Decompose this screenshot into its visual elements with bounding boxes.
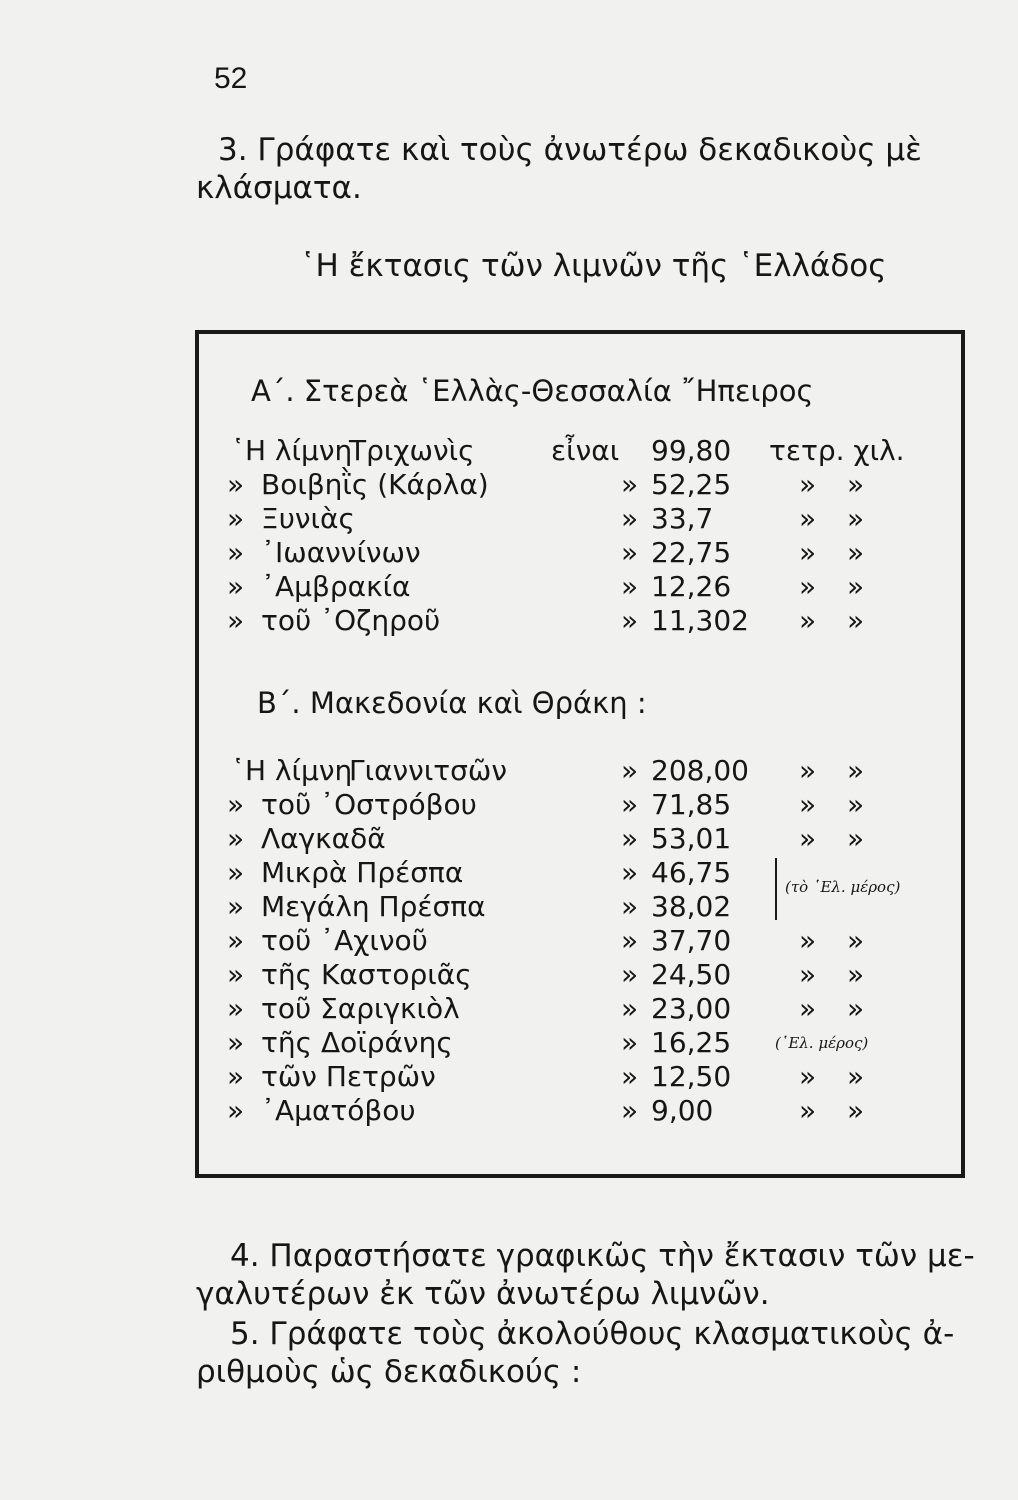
ditto-mark: » [847,924,865,957]
exercise-5-line-2: ριθμοὺς ὡς δεκαδικούς : [196,1354,582,1390]
lake-name: Γιαννιτσῶν [349,754,507,787]
ditto-mark: » [621,924,639,957]
lake-area: 11,302 [651,604,749,637]
row-prefix: » [227,570,245,603]
page-number: 52 [214,62,248,95]
exercise-4-line-2: γαλυτέρων ἐκ τῶν ἀνωτέρω λιμνῶν. [196,1276,770,1312]
lake-name: ᾿Αματόβου [261,1094,416,1127]
ditto-mark: » [799,754,817,787]
lake-name: τοῦ Σαριγκιὸλ [261,992,460,1025]
table-row [199,992,959,1026]
row-prefix: » [227,958,245,991]
exercise-3-line-1: 3. Γράφατε καὶ τοὺς ἀνωτέρω δεκαδικοὺς μὲ [218,132,922,168]
ditto-mark: » [799,822,817,855]
table-title: ῾Η ἔκτασις τῶν λιμνῶν τῆς ῾Ελλάδος [300,248,887,284]
exercise-4-line-1: 4. Παραστήσατε γραφικῶς τὴν ἔκτασιν τῶν με- [230,1238,975,1274]
lake-area: 53,01 [651,822,732,855]
row-prefix: » [227,1026,245,1059]
lake-name: Βοιβηῒς (Κάρλα) [261,468,489,501]
ditto-mark: » [621,570,639,603]
lake-name: τῆς Δοϊράνης [261,1026,453,1059]
ditto-mark: » [621,604,639,637]
table-row [199,502,959,536]
ditto-mark: » [799,536,817,569]
ditto-mark: » [799,468,817,501]
ditto-mark: » [847,1094,865,1127]
ditto-mark: » [799,1094,817,1127]
table-row [199,604,959,638]
area-unit: τετρ. χιλ. [769,434,905,467]
ditto-mark: » [847,536,865,569]
ditto-mark: » [799,502,817,535]
lakes-table-frame [195,330,965,1178]
row-prefix: ῾Η λίμνη [231,754,353,787]
row-prefix: » [227,788,245,821]
lake-name: Ξυνιὰς [261,502,355,535]
lake-name: ᾿Αμβρακία [261,570,411,603]
lake-area: 22,75 [651,536,732,569]
ditto-mark: » [847,754,865,787]
ditto-mark: » [799,924,817,957]
ditto-mark: » [847,502,865,535]
lake-area: 99,80 [651,434,732,467]
ditto-mark: » [621,822,639,855]
ditto-mark: » [847,958,865,991]
lake-area: 38,02 [651,890,732,923]
section-b-heading: Β΄. Μακεδονία καὶ Θράκη : [257,686,647,720]
table-row [199,468,959,502]
ditto-mark: » [847,822,865,855]
lake-name: ᾿Ιωαννίνων [261,536,421,569]
lake-area: 71,85 [651,788,732,821]
ditto-mark: » [847,604,865,637]
ditto-mark: » [621,468,639,501]
ditto-mark: » [621,890,639,923]
ditto-mark: » [621,1060,639,1093]
table-row [199,754,959,788]
ditto-mark: » [799,992,817,1025]
ditto-mark: » [621,856,639,889]
row-prefix: » [227,502,245,535]
lake-area: 37,70 [651,924,732,957]
exercise-3-line-2: κλάσματα. [196,170,362,206]
row-prefix: » [227,536,245,569]
ditto-mark: » [847,788,865,821]
table-row [199,822,959,856]
lake-area: 12,26 [651,570,732,603]
table-row [199,1026,959,1060]
table-row [199,788,959,822]
row-prefix: » [227,1094,245,1127]
exercise-5-line-1: 5. Γράφατε τοὺς ἀκολούθους κλασματικοὺς ἀ- [230,1316,955,1352]
row-prefix: ῾Η λίμνη [231,434,353,467]
table-row [199,1094,959,1128]
ditto-mark: » [621,754,639,787]
lake-area: 52,25 [651,468,732,501]
lake-name: τῆς Καστοριᾶς [261,958,472,991]
ditto-mark: » [621,1026,639,1059]
ditto-mark: » [621,958,639,991]
ditto-mark: » [621,992,639,1025]
ditto-mark: » [799,570,817,603]
presp-bracket [775,858,783,920]
ditto-mark: » [847,992,865,1025]
ditto-mark: » [799,788,817,821]
lake-area: 208,00 [651,754,749,787]
lake-name: τοῦ ᾿Αχινοῦ [261,924,428,957]
doirani-note: (῾Ελ. μέρος) [775,1034,869,1052]
table-row [199,536,959,570]
row-prefix: » [227,604,245,637]
ditto-mark: » [799,958,817,991]
lake-name: Λαγκαδᾶ [261,822,386,855]
lake-area: 9,00 [651,1094,714,1127]
lake-name: τοῦ ᾿Οζηροῦ [261,604,441,637]
lake-name: τοῦ ᾿Οστρόβου [261,788,477,821]
ditto-mark: » [621,788,639,821]
row-prefix: » [227,992,245,1025]
row-prefix: » [227,890,245,923]
table-row [199,1060,959,1094]
lake-name: Μεγάλη Πρέσπα [261,890,486,923]
ditto-mark: » [847,468,865,501]
ditto-mark: » [847,570,865,603]
section-a-heading: Α΄. Στερεὰ ῾Ελλὰς-Θεσσαλία ῎Ηπειρος [251,374,814,408]
ditto-mark: » [847,1060,865,1093]
row-prefix: » [227,1060,245,1093]
lake-area: 46,75 [651,856,732,889]
table-row [199,958,959,992]
lake-area: 12,50 [651,1060,732,1093]
ditto-mark: » [621,536,639,569]
lake-name: Τριχωνὶς [349,434,475,467]
ditto-mark: » [799,1060,817,1093]
row-prefix: » [227,856,245,889]
presp-note: (τὸ ῾Ελ. μέρος) [785,878,901,896]
table-row [199,570,959,604]
row-prefix: » [227,924,245,957]
lake-area: 24,50 [651,958,732,991]
row-verb: εἶναι [551,434,620,467]
ditto-mark: » [799,604,817,637]
table-row [199,924,959,958]
ditto-mark: » [621,502,639,535]
lake-name: τῶν Πετρῶν [261,1060,436,1093]
lake-name: Μικρὰ Πρέσπα [261,856,464,889]
table-row [199,434,959,468]
ditto-mark: » [621,1094,639,1127]
row-prefix: » [227,468,245,501]
row-prefix: » [227,822,245,855]
lake-area: 33,7 [651,502,714,535]
lake-area: 16,25 [651,1026,732,1059]
lake-area: 23,00 [651,992,732,1025]
